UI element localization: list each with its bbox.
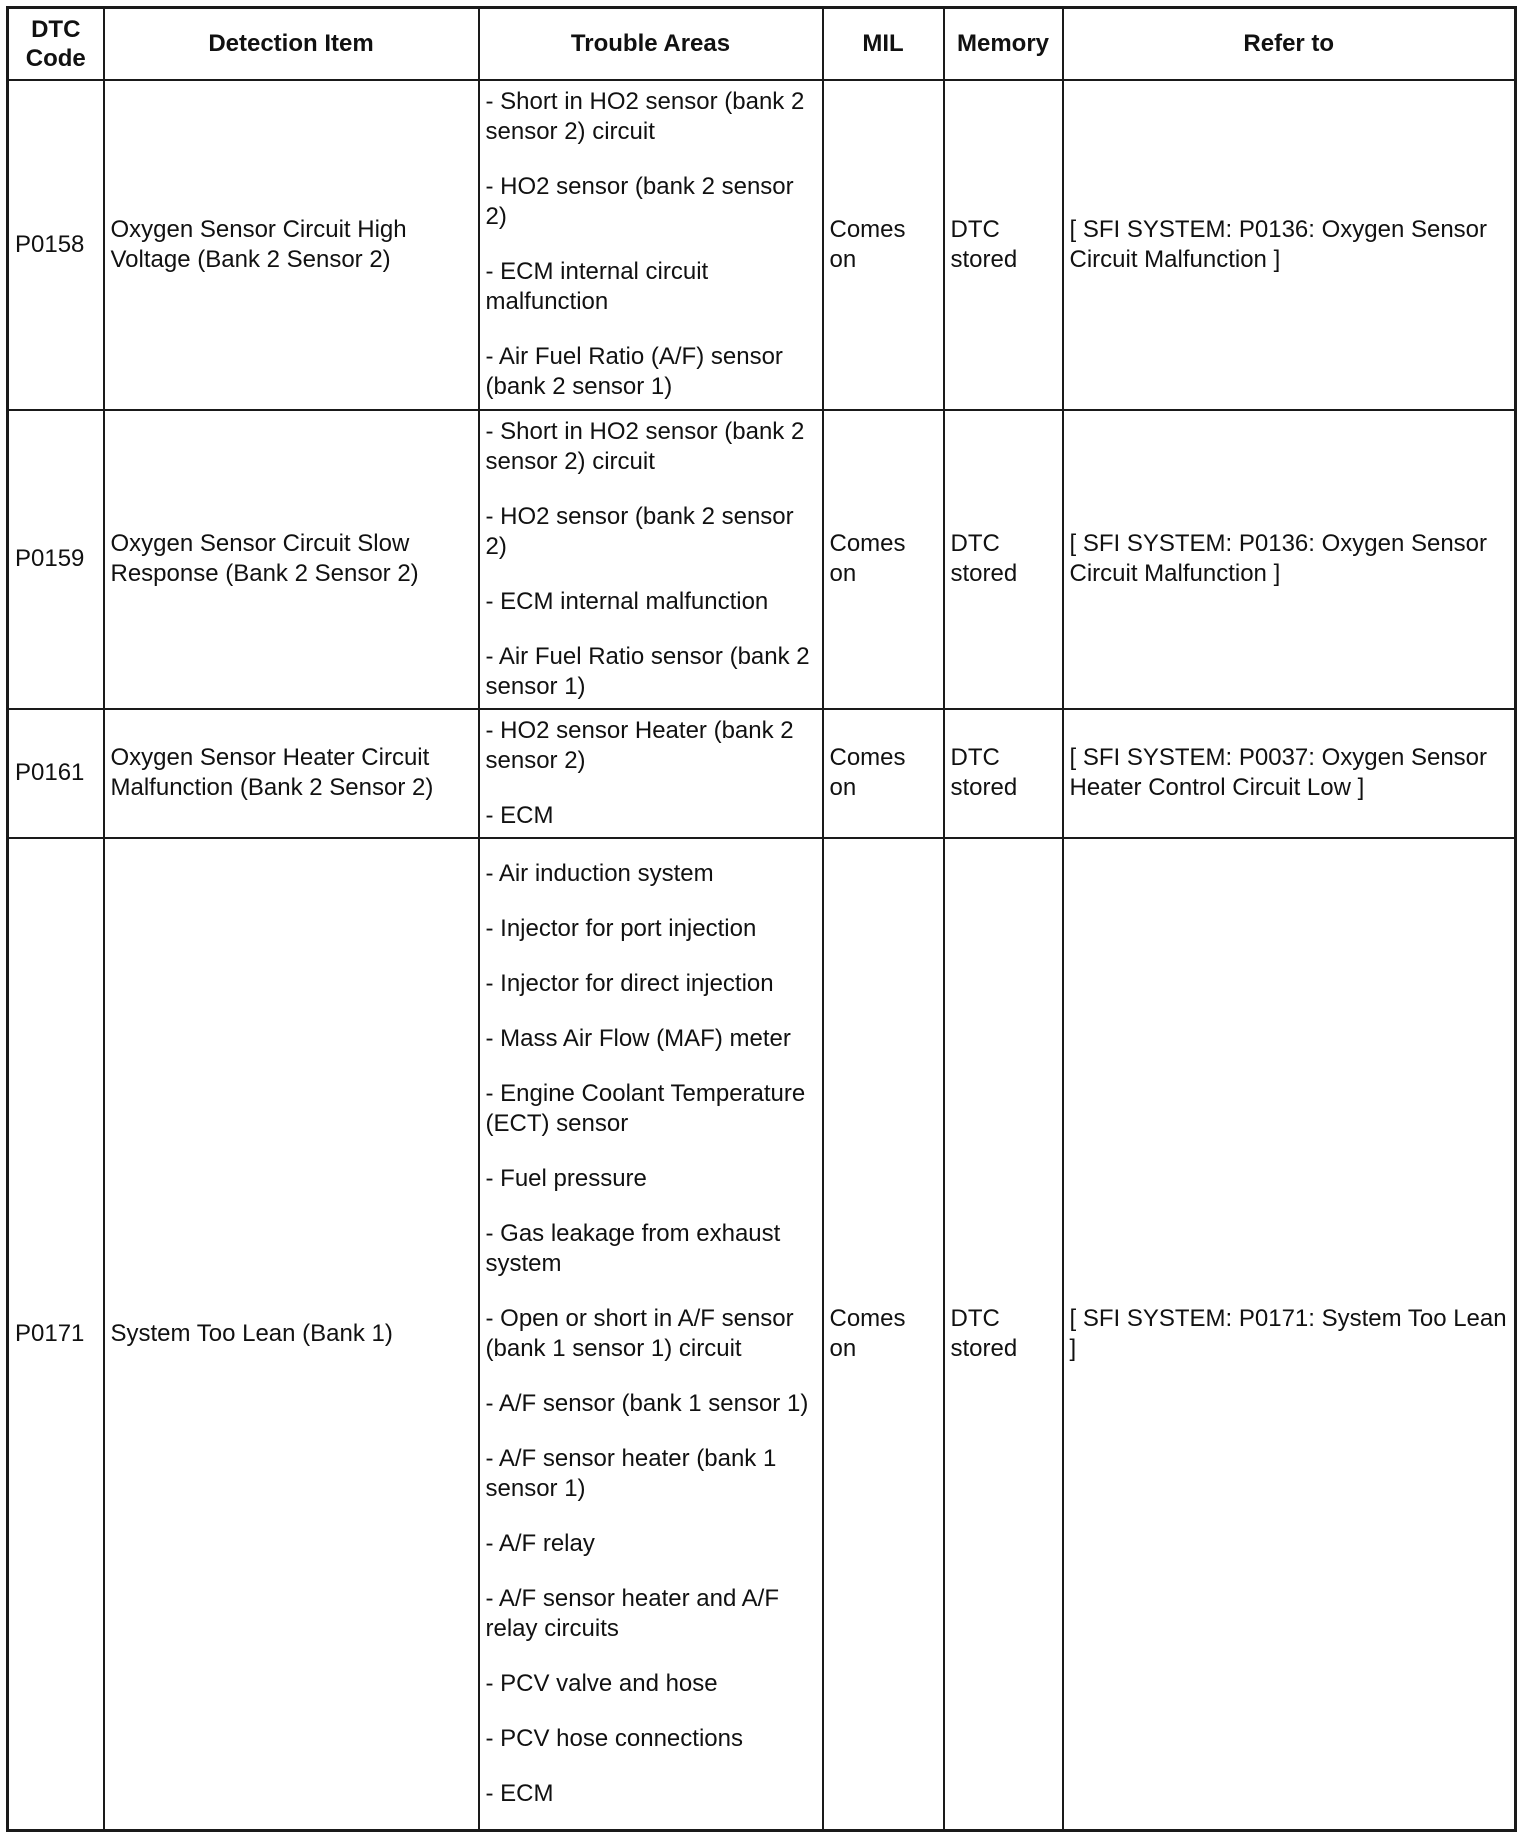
table-row (8, 838, 1516, 1831)
trouble-area-item: - A/F sensor (bank 1 sensor 1) (485, 1389, 809, 1417)
refer-to-link[interactable]: [ SFI SYSTEM: P0136: Oxygen Sensor Circuit Malfunction ] (1063, 410, 1516, 709)
trouble-area-item: - PCV valve and hose (485, 1669, 718, 1697)
memory-status: DTC stored (944, 80, 1063, 410)
trouble-area-item: - Short in HO2 sensor (bank 2 sensor 2) circuit (485, 417, 805, 475)
memory-status: DTC stored (944, 709, 1063, 838)
trouble-area-item: - Fuel pressure (485, 1164, 647, 1192)
trouble-area-item: - ECM internal circuit malfunction (485, 258, 709, 315)
dtc-code: P0159 (8, 410, 104, 709)
header-row (8, 8, 1516, 80)
dtc-code: P0161 (8, 709, 104, 838)
mil-status: Comes on (823, 80, 944, 410)
trouble-area-item: - Air Fuel Ratio sensor (bank 2 sensor 1) (485, 642, 810, 700)
dtc-code: P0158 (8, 80, 104, 410)
trouble-area-item: - Short in HO2 sensor (bank 2 sensor 2) circuit (485, 88, 805, 145)
trouble-area-item: - Injector for port injection (485, 914, 757, 942)
trouble-area-item: - ECM (485, 1779, 554, 1807)
trouble-area-item: - Mass Air Flow (MAF) meter (485, 1024, 791, 1052)
trouble-area-item: - Injector for direct injection (485, 969, 774, 997)
table-row (8, 709, 1516, 838)
header-trouble-areas: Trouble Areas (479, 8, 823, 80)
trouble-area-item: - A/F sensor heater (bank 1 sensor 1) (485, 1444, 777, 1502)
trouble-area-item: - A/F relay (485, 1529, 595, 1557)
trouble-area-item: - Air induction system (485, 859, 714, 887)
detection-item: System Too Lean (Bank 1) (104, 838, 479, 1831)
trouble-area-item: - ECM (485, 801, 554, 829)
trouble-area-item: - HO2 sensor Heater (bank 2 sensor 2) (485, 716, 794, 774)
refer-to-link[interactable]: [ SFI SYSTEM: P0037: Oxygen Sensor Heater Control Circuit Low ] (1063, 709, 1516, 838)
trouble-areas (479, 709, 823, 838)
table-row (8, 80, 1516, 410)
refer-to-link[interactable]: [ SFI SYSTEM: P0171: System Too Lean ] (1063, 838, 1516, 1831)
header-dtc-code: DTC Code (8, 8, 104, 80)
dtc-code: P0171 (8, 838, 104, 1831)
mil-status: Comes on (823, 838, 944, 1831)
header-refer-to: Refer to (1063, 8, 1516, 80)
mil-status: Comes on (823, 410, 944, 709)
trouble-areas (479, 410, 823, 709)
trouble-area-item: - ECM internal malfunction (485, 587, 769, 615)
memory-status: DTC stored (944, 838, 1063, 1831)
detection-item: Oxygen Sensor Circuit High Voltage (Bank 2 Sensor 2) (104, 80, 479, 410)
trouble-areas (479, 838, 823, 1831)
memory-status: DTC stored (944, 410, 1063, 709)
trouble-area-item: - Air Fuel Ratio (A/F) sensor (bank 2 sensor 1) (485, 343, 783, 400)
refer-to-link[interactable]: [ SFI SYSTEM: P0136: Oxygen Sensor Circuit Malfunction ] (1063, 80, 1516, 410)
trouble-area-item: - HO2 sensor (bank 2 sensor 2) (485, 502, 794, 560)
header-detection-item: Detection Item (104, 8, 479, 80)
trouble-area-item: - Engine Coolant Temperature (ECT) sensor (485, 1079, 806, 1137)
trouble-area-item: - Gas leakage from exhaust system (485, 1219, 781, 1277)
trouble-area-item: - Open or short in A/F sensor (bank 1 sensor 1) circuit (485, 1304, 794, 1362)
detection-item: Oxygen Sensor Heater Circuit Malfunction (Bank 2 Sensor 2) (104, 709, 479, 838)
header-mil: MIL (823, 8, 944, 80)
header-memory: Memory (944, 8, 1063, 80)
mil-status: Comes on (823, 709, 944, 838)
table-row (8, 410, 1516, 709)
trouble-areas (479, 80, 823, 410)
trouble-area-item: - HO2 sensor (bank 2 sensor 2) (485, 173, 794, 230)
dtc-table (6, 6, 1517, 1832)
detection-item: Oxygen Sensor Circuit Slow Response (Bank 2 Sensor 2) (104, 410, 479, 709)
trouble-area-item: - PCV hose connections (485, 1724, 743, 1752)
trouble-area-item: - A/F sensor heater and A/F relay circuits (485, 1584, 779, 1642)
